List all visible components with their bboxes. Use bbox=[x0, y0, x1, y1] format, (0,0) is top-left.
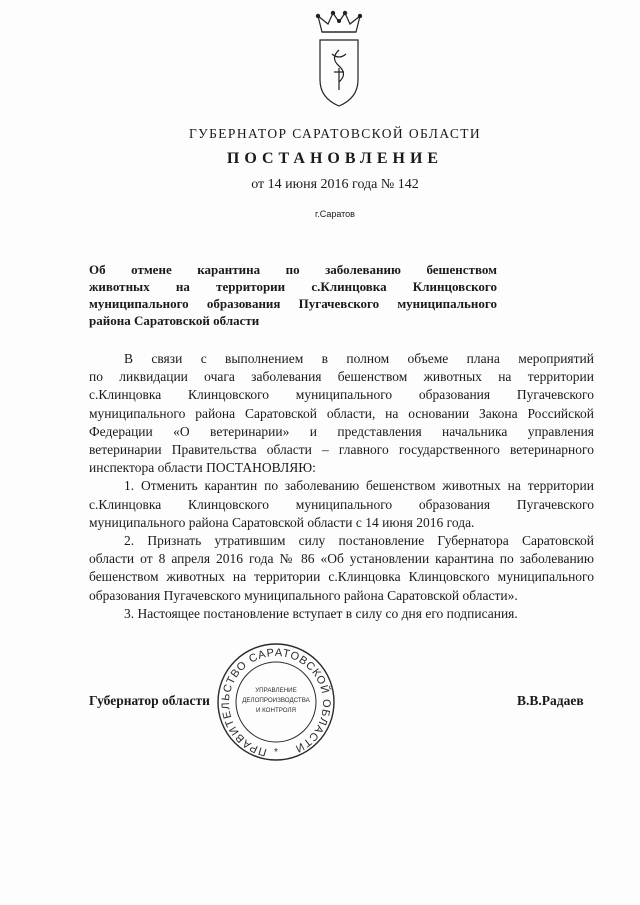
body-line: муниципального района Саратовской области, на основании Закона Российской bbox=[89, 405, 594, 421]
document-subject bbox=[89, 261, 497, 329]
stamp-inner-line: И КОНТРОЛЯ bbox=[255, 707, 297, 714]
body-line: с.Клинцовка Клинцовского муниципального образования Пугачевского bbox=[89, 496, 594, 512]
body-line: инспектора области ПОСТАНОВЛЯЮ: bbox=[89, 460, 316, 476]
issue-city: г.Саратов bbox=[315, 209, 355, 219]
stamp-inner-line: ДЕЛОПРОИЗВОДСТВА bbox=[242, 697, 310, 704]
body-line: Федерации «О ветеринарии» и представления начальника управления bbox=[89, 423, 594, 439]
document-date-number: от 14 июня 2016 года № 142 bbox=[251, 177, 419, 192]
coat-of-arms-icon bbox=[310, 10, 368, 110]
body-line: ветеринарии Правительства области – главного государственного ветеринарного bbox=[89, 442, 594, 458]
body-line: с.Клинцовка Клинцовского муниципального образования Пугачевского bbox=[89, 387, 594, 403]
subject-line: муниципального образования Пугачевского муниципального bbox=[89, 296, 497, 311]
document-body bbox=[89, 350, 594, 623]
body-line: бешенством животных на территории с.Клинцовка Клинцовского муниципального bbox=[89, 569, 594, 585]
stamp-inner-line: УПРАВЛЕНИЕ bbox=[255, 687, 297, 694]
body-line: 2. Признать утратившим силу постановление Губернатора Саратовской bbox=[124, 533, 594, 549]
body-line: В связи с выполнением в полном объеме плана мероприятий bbox=[124, 351, 594, 366]
official-stamp bbox=[214, 642, 338, 762]
issuer-title: ГУБЕРНАТОР САРАТОВСКОЙ ОБЛАСТИ bbox=[188, 126, 482, 141]
document-type-heading: ПОСТАНОВЛЕНИЕ bbox=[226, 150, 444, 167]
body-line: области от 8 апреля 2016 года № 86 «Об установлении карантина по заболеванию bbox=[89, 551, 594, 567]
body-line: образования Пугачевского муниципального района Саратовской области». bbox=[89, 587, 518, 603]
body-line: муниципального района Саратовской области с 14 июня 2016 года. bbox=[89, 514, 475, 530]
body-line: 1. Отменить карантин по заболеванию бешенством животных на территории bbox=[124, 478, 594, 494]
stamp-star-icon: * bbox=[274, 747, 278, 758]
signatory-name: В.В.Радаев bbox=[517, 693, 584, 708]
subject-line: животных на территории с.Клинцовка Клинцовского bbox=[89, 279, 497, 294]
body-line: 3. Настоящее постановление вступает в силу со дня его подписания. bbox=[124, 605, 518, 621]
signatory-title: Губернатор области bbox=[89, 693, 210, 708]
subject-line: Об отмене карантина по заболеванию бешенством bbox=[89, 262, 497, 277]
stamp-outer-text: ПРАВИТЕЛЬСТВО САРАТОВСКОЙ ОБЛАСТИ bbox=[219, 646, 333, 759]
subject-line: района Саратовской области bbox=[89, 313, 260, 328]
body-line: по ликвидации очага заболевания бешенством животных на территории bbox=[89, 369, 594, 385]
